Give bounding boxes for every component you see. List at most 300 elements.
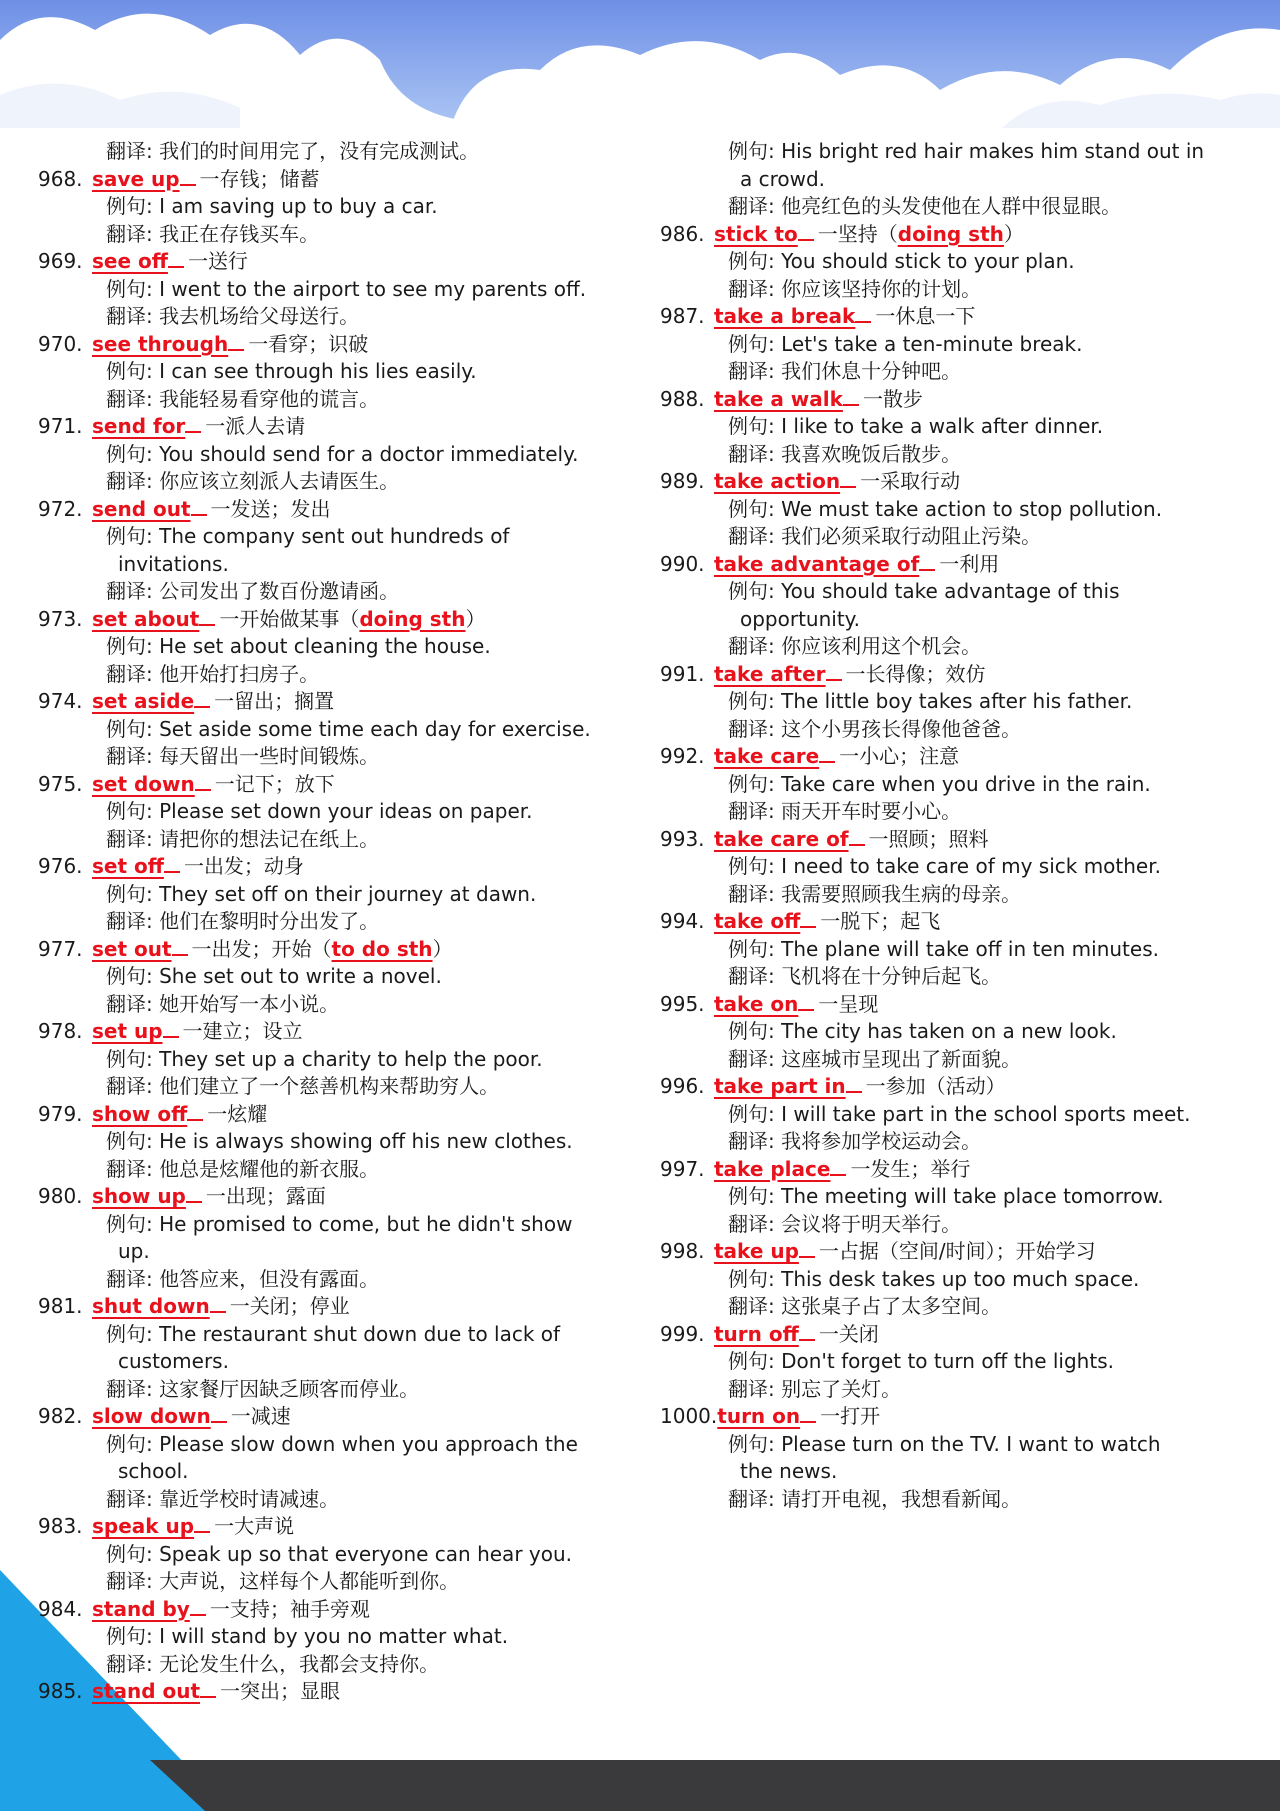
entry-heading	[38, 1183, 638, 1211]
translation-label: 翻译:	[728, 1211, 782, 1236]
translation-sentence	[660, 1293, 1240, 1321]
example-text: Don't forget to turn off the lights.	[781, 1349, 1114, 1373]
translation-sentence	[38, 578, 638, 606]
phrase-text: set up	[92, 1019, 163, 1043]
dash-separator: 一	[845, 661, 866, 686]
phrase-underline-tail	[849, 826, 865, 846]
example-text: I like to take a walk after dinner.	[781, 414, 1104, 438]
vocab-entry	[38, 1678, 638, 1706]
entry-heading	[38, 413, 638, 441]
translation-text: 他们在黎明时分出发了。	[159, 909, 380, 933]
translation-label: 翻译:	[106, 744, 160, 768]
translation-label: 翻译:	[728, 1046, 782, 1071]
entry-heading	[660, 991, 1240, 1019]
meaning-text: 参加（活动）	[885, 1074, 1006, 1098]
phrase-text: take advantage of	[714, 551, 920, 576]
entry-heading	[660, 743, 1240, 771]
meaning-text: 减速	[250, 1404, 291, 1428]
dash-separator: 一	[818, 991, 839, 1016]
vocab-entry	[38, 413, 638, 496]
example-continuation	[38, 1348, 638, 1376]
vocab-entry	[660, 221, 1240, 304]
vocab-entry	[660, 1073, 1240, 1156]
dash-separator: 一	[205, 1184, 226, 1208]
entry-number: 973.	[38, 606, 83, 631]
vocab-entry	[660, 743, 1240, 826]
example-label: 例句:	[106, 1541, 160, 1566]
vocab-entry	[38, 1018, 638, 1101]
example-sentence	[660, 771, 1240, 799]
dash-separator: 一	[214, 771, 235, 796]
usage-pattern: to do sth	[331, 936, 433, 961]
dash-separator: 一	[199, 166, 220, 191]
translation-sentence	[660, 523, 1240, 551]
usage-close: ）	[1003, 221, 1024, 246]
phrase-text: take care of	[714, 826, 849, 851]
meaning-text: 坚持（	[837, 221, 898, 246]
example-continuation	[38, 1458, 638, 1486]
translation-sentence	[38, 1568, 638, 1596]
entry-number: 970.	[38, 331, 83, 356]
translation-label: 翻译:	[106, 661, 160, 686]
translation-sentence	[38, 1651, 638, 1679]
example-text: They set off on their journey at dawn.	[159, 881, 537, 906]
example-sentence	[38, 1046, 638, 1074]
entry-heading	[38, 1403, 638, 1431]
vocab-entry	[38, 496, 638, 606]
phrase-text: stand by	[92, 1596, 190, 1621]
translation-text: 公司发出了数百份邀请函。	[159, 579, 400, 603]
footer-bar	[150, 1760, 1280, 1811]
translation-sentence	[660, 1211, 1240, 1239]
phrase-underline-tail	[799, 1321, 815, 1341]
translation-label: 翻译:	[728, 881, 782, 906]
translation-text: 请打开电视，我想看新闻。	[781, 1486, 1022, 1511]
translation-sentence	[38, 1156, 638, 1184]
translation-label: 翻译:	[106, 1486, 160, 1511]
entry-heading	[38, 1596, 638, 1624]
translation-sentence	[38, 1266, 638, 1294]
example-sentence	[38, 276, 638, 304]
entry-heading	[38, 166, 638, 194]
phrase-text: send for	[92, 414, 186, 438]
translation-text: 他开始打扫房子。	[159, 661, 320, 686]
dash-separator: 一	[229, 1294, 250, 1318]
example-text: You should send for a doctor immediately.	[159, 441, 579, 466]
example-text: The little boy takes after his father.	[781, 689, 1133, 713]
example-text: Please set down your ideas on paper.	[159, 799, 533, 823]
usage-pattern: doing sth	[359, 606, 466, 631]
meaning-text: 记下；放下	[234, 771, 335, 796]
entry-number: 971.	[38, 414, 83, 438]
vocab-entry	[38, 1183, 638, 1293]
phrase-underline-tail	[800, 1403, 816, 1423]
vocab-entry	[660, 468, 1240, 551]
entry-number: 990.	[660, 551, 705, 576]
example-label: 例句:	[728, 1019, 782, 1043]
phrase-underline-tail	[163, 1018, 179, 1038]
translation-text: 我能轻易看穿他的谎言。	[159, 386, 380, 411]
translation-label: 翻译:	[728, 276, 782, 301]
translation-label: 翻译:	[106, 1266, 160, 1291]
translation-text: 飞机将在十分钟后起飞。	[781, 964, 1002, 988]
translation-text: 这座城市呈现出了新面貌。	[781, 1046, 1022, 1071]
dash-separator: 一	[219, 606, 240, 631]
dash-separator: 一	[205, 414, 226, 438]
translation-text: 我们休息十分钟吧。	[781, 359, 962, 383]
example-continuation-text: the news.	[740, 1459, 838, 1483]
example-text: I can see through his lies easily.	[159, 359, 477, 383]
phrase-text: take place	[714, 1156, 831, 1181]
meaning-text: 呈现	[838, 991, 879, 1016]
entry-heading	[660, 661, 1240, 689]
example-continuation-text: customers.	[118, 1349, 229, 1373]
phrase-text: stand out	[92, 1679, 201, 1703]
translation-text: 我去机场给父母送行。	[159, 304, 360, 328]
example-label: 例句:	[106, 1624, 160, 1648]
meaning-text: 派人去请	[225, 414, 306, 438]
example-text: His bright red hair makes him stand out in	[781, 139, 1205, 163]
translation-sentence	[660, 881, 1240, 909]
vocab-entry	[38, 166, 638, 249]
translation-label: 翻译:	[728, 964, 782, 988]
example-text: This desk takes up too much space.	[781, 1266, 1140, 1291]
example-continuation: a crowd.	[740, 166, 826, 191]
entry-number: 1000.	[660, 1404, 718, 1428]
example-label: 例句:	[728, 249, 782, 273]
example-text: The restaurant shut down due to lack of	[159, 1321, 561, 1346]
example-sentence	[38, 193, 638, 221]
translation-text: 他答应来，但没有露面。	[159, 1266, 380, 1291]
entry-number: 979.	[38, 1101, 83, 1126]
vocab-entry	[38, 331, 638, 414]
translation-sentence	[660, 716, 1240, 744]
phrase-text: take part in	[714, 1074, 846, 1098]
example-label: 例句:	[728, 771, 782, 796]
example-sentence	[660, 1348, 1240, 1376]
phrase-text: stick to	[714, 221, 798, 246]
dash-separator: 一	[875, 304, 896, 328]
entry-number: 981.	[38, 1294, 83, 1318]
meaning-text: 留出；搁置	[234, 689, 335, 713]
translation-sentence	[660, 1486, 1240, 1514]
translation-label: 翻译:	[106, 386, 160, 411]
example-sentence	[38, 798, 638, 826]
phrase-text: slow down	[92, 1404, 211, 1428]
entry-number: 980.	[38, 1184, 83, 1208]
example-label: 例句:	[728, 139, 782, 163]
translation-label: 翻译:	[106, 221, 160, 246]
phrase-text: set off	[92, 854, 164, 878]
example-text: I need to take care of my sick mother.	[781, 854, 1161, 878]
example-sentence	[660, 331, 1240, 359]
phrase-underline-tail	[846, 1073, 862, 1093]
phrase-underline-tail	[164, 853, 180, 873]
dash-separator: 一	[183, 854, 204, 878]
dash-separator: 一	[220, 1679, 241, 1703]
example-label: 例句:	[728, 414, 782, 438]
example-text: I will take part in the school sports meet.	[781, 1101, 1191, 1126]
example-label: 例句:	[106, 964, 160, 988]
phrase-underline-tail	[194, 688, 210, 708]
meaning-text: 占据（空间/时间）；开始学习	[838, 1239, 1096, 1263]
translation-text: 这家餐厅因缺乏顾客而停业。	[159, 1376, 420, 1401]
meaning-text: 打开	[840, 1404, 881, 1428]
entry-number: 969.	[38, 249, 83, 273]
translation-sentence	[38, 221, 638, 249]
translation-sentence	[660, 276, 1240, 304]
vocab-entry	[660, 661, 1240, 744]
example-text: Set aside some time each day for exercise.	[159, 716, 591, 741]
example-text: He promised to come, but he didn't show	[159, 1211, 573, 1236]
translation-label: 翻译:	[106, 1156, 160, 1181]
example-label: 例句:	[728, 579, 782, 603]
example-label: 例句:	[106, 276, 160, 301]
translation-sentence	[38, 743, 638, 771]
translation-text: 会议将于明天举行。	[781, 1211, 962, 1236]
translation-sentence	[38, 1376, 638, 1404]
entry-number: 987.	[660, 304, 705, 328]
translation-text: 每天留出一些时间锻炼。	[159, 744, 380, 768]
translation-label: 翻译:	[106, 579, 160, 603]
translation-sentence	[660, 633, 1240, 661]
example-sentence	[38, 1128, 638, 1156]
dash-separator: 一	[207, 1101, 228, 1126]
entry-number: 986.	[660, 221, 705, 246]
meaning-text: 支持；袖手旁观	[229, 1596, 370, 1621]
example-text: He set about cleaning the house.	[159, 634, 491, 658]
translation-label: 翻译:	[728, 441, 782, 466]
phrase-text: see through	[92, 331, 229, 356]
translation-text: 这个小男孩长得像他爸爸。	[781, 716, 1022, 741]
phrase-underline-tail	[200, 1678, 216, 1698]
translation-sentence	[660, 1376, 1240, 1404]
meaning-text: 出现；露面	[225, 1184, 326, 1208]
example-continuation-text: invitations.	[118, 551, 229, 576]
translation-label: 翻译:	[728, 194, 782, 218]
translation-label: 翻译:	[106, 826, 160, 851]
example-sentence	[660, 1018, 1240, 1046]
entry-heading	[660, 826, 1240, 854]
continuation-translation	[38, 138, 638, 166]
entry-number: 983.	[38, 1514, 83, 1538]
translation-text: 请把你的想法记在纸上。	[159, 826, 380, 851]
entry-heading	[660, 908, 1240, 936]
translation-label: 翻译:	[728, 1486, 782, 1511]
example-continuation	[660, 606, 1240, 634]
phrase-underline-tail	[826, 661, 842, 681]
vocab-entry	[660, 1321, 1240, 1404]
dash-separator: 一	[820, 1404, 841, 1428]
vocab-entry	[38, 1101, 638, 1184]
phrase-underline-tail	[840, 468, 856, 488]
example-text: The city has taken on a new look.	[781, 1019, 1117, 1043]
translation-label: 翻译:	[728, 716, 782, 741]
vocab-entry	[38, 771, 638, 854]
example-text: You should stick to your plan.	[781, 249, 1075, 273]
vocab-entry	[38, 688, 638, 771]
translation-label: 翻译:	[728, 1129, 782, 1153]
translation-text: 你应该坚持你的计划。	[781, 276, 982, 301]
continuation-example	[660, 138, 1240, 221]
example-text: I went to the airport to see my parents off.	[159, 276, 587, 301]
dash-separator: 一	[865, 1074, 886, 1098]
translation-text: 我们必须采取行动阻止污染。	[781, 524, 1042, 548]
dash-separator: 一	[850, 1156, 871, 1181]
translation-text: 无论发生什么，我都会支持你。	[159, 1651, 440, 1676]
entry-number: 989.	[660, 469, 705, 493]
translation-label: 翻译:	[728, 1294, 782, 1318]
example-sentence	[38, 633, 638, 661]
phrase-underline-tail	[799, 1238, 815, 1258]
phrase-underline-tail	[187, 1101, 203, 1121]
meaning-text: 开始做某事（	[239, 606, 360, 631]
example-sentence	[660, 413, 1240, 441]
entry-heading	[660, 1156, 1240, 1184]
phrase-underline-tail	[168, 248, 184, 268]
dash-separator: 一	[209, 1596, 230, 1621]
dash-separator: 一	[818, 1239, 839, 1263]
example-sentence	[660, 1431, 1240, 1459]
example-label: 例句:	[728, 496, 782, 521]
dash-separator: 一	[860, 469, 881, 493]
example-label: 例句:	[728, 1184, 782, 1208]
example-text: Take care when you drive in the rain.	[781, 771, 1151, 796]
phrase-underline-tail	[190, 1596, 206, 1616]
meaning-text: 出发；开始（	[211, 936, 332, 961]
dash-separator: 一	[182, 1019, 203, 1043]
entry-heading	[38, 853, 638, 881]
example-sentence	[660, 853, 1240, 881]
entry-number: 988.	[660, 386, 705, 411]
meaning-text: 大声说	[234, 1514, 295, 1538]
example-sentence	[38, 358, 638, 386]
meaning-text: 发生；举行	[870, 1156, 971, 1181]
dash-separator: 一	[210, 496, 231, 521]
translation-text: 他们建立了一个慈善机构来帮助穷人。	[159, 1074, 500, 1098]
entry-heading	[38, 1293, 638, 1321]
example-text: I am saving up to buy a car.	[159, 194, 438, 218]
meaning-text: 关闭；停业	[249, 1294, 350, 1318]
vocab-entry	[660, 908, 1240, 991]
translation-text: 靠近学校时请减速。	[159, 1486, 340, 1511]
meaning-text: 散步	[882, 386, 923, 411]
example-sentence	[660, 578, 1240, 606]
meaning-text: 采取行动	[880, 469, 961, 493]
example-label: 例句:	[106, 1211, 160, 1236]
dash-separator: 一	[214, 689, 235, 713]
example-text: She set out to write a novel.	[159, 964, 442, 988]
meaning-text: 小心；注意	[859, 744, 960, 768]
entry-heading	[38, 606, 638, 634]
dash-separator: 一	[839, 744, 860, 768]
translation-label: 翻译:	[106, 1651, 160, 1676]
sky-clouds-header	[0, 0, 1280, 136]
vocab-entry	[660, 1403, 1240, 1513]
translation-text: 她开始写一本小说。	[159, 991, 340, 1016]
translation-sentence	[38, 908, 638, 936]
vocab-entry	[660, 1156, 1240, 1239]
example-sentence	[38, 1431, 638, 1459]
phrase-text: show up	[92, 1184, 186, 1208]
example-label: 例句:	[728, 1349, 782, 1373]
phrase-underline-tail	[855, 303, 871, 323]
entry-number: 998.	[660, 1239, 705, 1263]
entry-heading	[38, 688, 638, 716]
entry-heading	[38, 496, 638, 524]
example-text: The plane will take off in ten minutes.	[781, 936, 1159, 961]
dash-separator: 一	[939, 551, 960, 576]
entry-heading	[660, 1403, 1240, 1431]
example-label: 例句:	[106, 1046, 160, 1071]
example-text: We must take action to stop pollution.	[781, 496, 1163, 521]
entry-heading	[660, 303, 1240, 331]
example-text: Speak up so that everyone can hear you.	[159, 1541, 572, 1566]
dash-separator: 一	[818, 1321, 839, 1346]
example-label: 例句:	[728, 689, 782, 713]
entry-heading	[38, 248, 638, 276]
example-sentence	[660, 496, 1240, 524]
example-text: Let's take a ten-minute break.	[781, 331, 1083, 356]
entry-number: 997.	[660, 1156, 705, 1181]
dash-separator: 一	[214, 1514, 235, 1538]
entry-number: 992.	[660, 744, 705, 768]
meaning-text: 发送；发出	[230, 496, 331, 521]
meaning-text: 脱下；起飞	[840, 909, 941, 933]
translation-label: 翻译:	[106, 1569, 160, 1593]
meaning-text: 利用	[959, 551, 1000, 576]
dash-separator: 一	[862, 386, 883, 411]
dash-separator: 一	[230, 1404, 251, 1428]
phrase-text: show off	[92, 1101, 188, 1126]
vocab-entry	[38, 1596, 638, 1679]
dash-separator: 一	[187, 249, 208, 273]
translation-label: 翻译:	[106, 991, 160, 1016]
vocab-entry	[38, 248, 638, 331]
entry-number: 975.	[38, 771, 83, 796]
entry-number: 977.	[38, 936, 83, 961]
phrase-text: take a walk	[714, 386, 843, 411]
phrase-underline-tail	[830, 1156, 846, 1176]
translation-sentence	[660, 798, 1240, 826]
phrase-underline-tail	[843, 386, 859, 406]
example-continuation	[660, 1458, 1240, 1486]
translation-sentence	[38, 1073, 638, 1101]
phrase-underline-tail	[798, 221, 814, 241]
translation-text: 你应该利用这个机会。	[781, 634, 982, 658]
meaning-text: 突出；显眼	[240, 1679, 341, 1703]
dash-separator: 一	[868, 826, 889, 851]
example-sentence	[660, 936, 1240, 964]
phrase-underline-tail	[228, 331, 244, 351]
phrase-text: shut down	[92, 1294, 210, 1318]
phrase-text: save up	[92, 166, 180, 191]
phrase-underline-tail	[172, 936, 188, 956]
translation-label: 翻译:	[728, 359, 782, 383]
example-sentence	[660, 1183, 1240, 1211]
usage-close: ）	[432, 936, 453, 961]
dash-separator: 一	[817, 221, 838, 246]
phrase-text: take up	[714, 1239, 799, 1263]
translation-sentence	[660, 441, 1240, 469]
translation-sentence	[38, 1486, 638, 1514]
example-label: 例句:	[106, 441, 160, 466]
phrase-text: set out	[92, 936, 172, 961]
entry-heading	[38, 331, 638, 359]
entry-number: 995.	[660, 991, 705, 1016]
example-continuation-text: school.	[118, 1459, 189, 1483]
vocab-entry	[38, 936, 638, 1019]
